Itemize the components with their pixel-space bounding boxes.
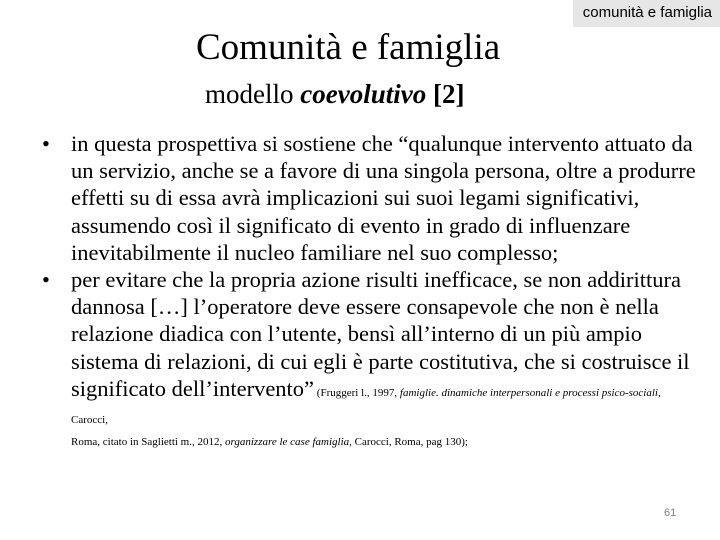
- citation-part: Roma, citato in Saglietti m., 2012,: [71, 436, 225, 449]
- subtitle-emphasis: coevolutivo: [300, 79, 427, 109]
- list-item: [0, 130, 700, 266]
- slide-title: Comunità e famiglia: [196, 27, 501, 68]
- citation-continued: [71, 435, 700, 449]
- bullet-text: in questa prospettiva si sostiene che “qualunque intervento attuato da un servizio, anche se a favore di una singola persona, oltre a produrre effetti su di essa avrà implicazioni sui suoi legami significativi, assumendo così il significato di evento in grado di influenzare inevitabilmente il nucleo familiare nel suo complesso;: [71, 131, 696, 265]
- citation-part: , Carocci, Roma, pag 130);: [349, 436, 468, 449]
- list-item: [0, 266, 700, 449]
- subtitle-prefix: modello: [205, 79, 301, 109]
- bullet-icon: •: [42, 131, 50, 156]
- citation-part: , Carocci,: [71, 386, 661, 427]
- citation-book-title: famiglie. dinamiche interpersonali e processi psico-sociali: [399, 386, 658, 399]
- citation-part: (Fruggeri l., 1997,: [314, 386, 400, 399]
- page-number: 61: [664, 507, 677, 519]
- bullet-icon: •: [42, 267, 50, 293]
- bullet-list: [0, 130, 700, 449]
- bullet-text: per evitare che la propria azione risulti inefficace, se non addirittura dannosa […] l’operatore deve essere consapevole che non è nella relazione diadica con l’utente, bensì all’interno di un più ampio sistema di relazioni, di cui egli è parte costitutiva, che si costruisce il significato dell’intervento”: [71, 267, 690, 401]
- slide-subtitle: [205, 77, 464, 111]
- section-tag: comunità e famiglia: [573, 0, 720, 27]
- citation-book-title: organizzare le case famiglia: [224, 436, 350, 449]
- subtitle-suffix: [2]: [426, 79, 465, 109]
